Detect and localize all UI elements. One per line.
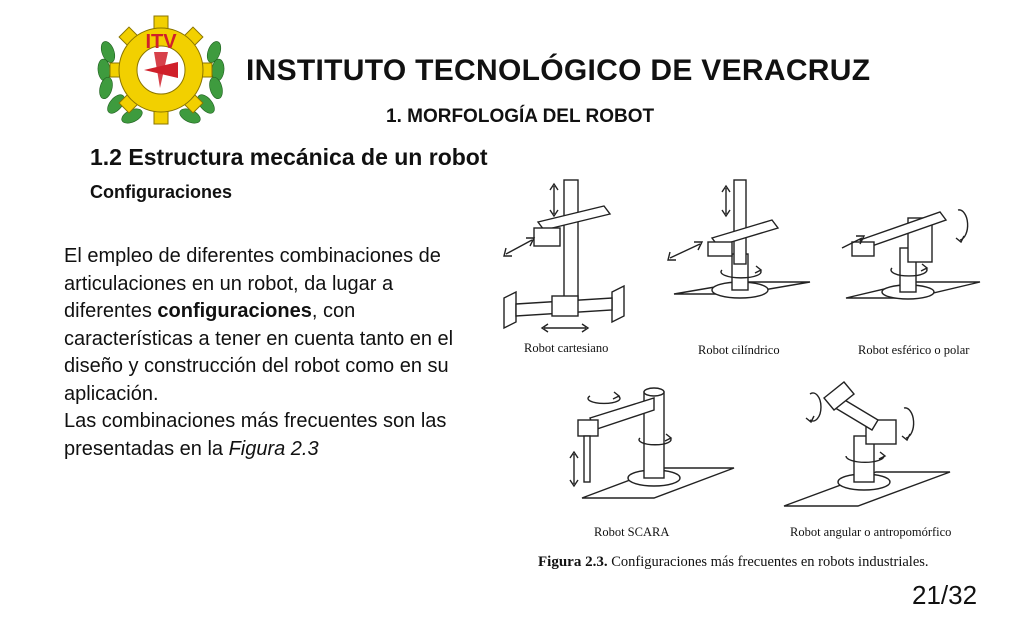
body-text <box>64 243 479 463</box>
scara-robot-illustration <box>570 388 734 498</box>
cylindrical-robot-illustration <box>668 180 810 298</box>
page-number: 21/32 <box>912 580 978 610</box>
robot-label: Robot angular o antropomórfico <box>790 525 952 539</box>
figure-caption-text: Configuraciones más frecuentes en robots industriales. <box>607 554 929 570</box>
institution-title: INSTITUTO TECNOLÓGICO DE VERACRUZ <box>246 54 871 87</box>
robot-label: Robot cilíndrico <box>698 343 780 357</box>
robot-label: Robot esférico o polar <box>858 343 970 357</box>
cartesian-robot-illustration <box>504 180 624 332</box>
slide-title: 1.2 Estructura mecánica de un robot <box>90 144 488 170</box>
robot-label: Robot cartesiano <box>524 341 609 355</box>
logo-text: ITV <box>145 31 177 53</box>
figure-reference: Figura 2.3 <box>228 437 319 460</box>
spherical-robot-illustration <box>842 210 980 299</box>
institution-logo <box>96 12 226 128</box>
body-paragraph: Las combinaciones más frecuentes son las presentadas en la Figura 2.3 <box>64 410 447 460</box>
robot-label: Robot SCARA <box>594 525 670 539</box>
slide-subtitle: Configuraciones <box>90 182 233 202</box>
angular-robot-illustration <box>784 382 950 506</box>
section-header: 1. MORFOLOGÍA DEL ROBOT <box>386 106 655 127</box>
emphasis-configuraciones: configuraciones <box>157 300 312 322</box>
figure-caption-label: Figura 2.3. <box>538 554 608 570</box>
robot-configurations-figure <box>494 158 1002 578</box>
figure-caption <box>538 554 929 571</box>
body-paragraph: El empleo de diferentes combinaciones de articulaciones en un robot, da lugar a diferentes configuraciones, con características a tener en cuenta tanto en el diseño y construcción del robot como en su aplicación. <box>64 245 454 405</box>
